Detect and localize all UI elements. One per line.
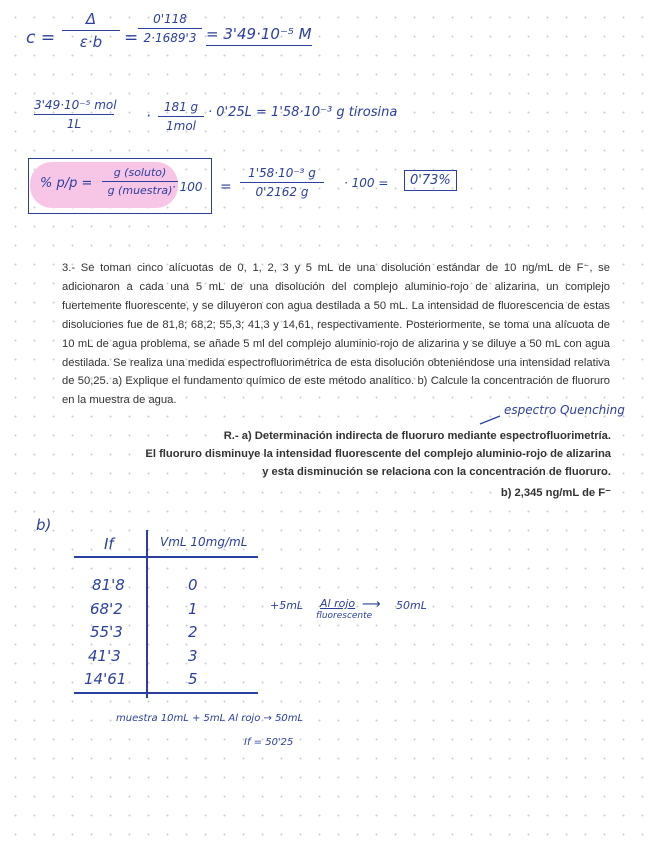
arrow-icon [478,412,504,426]
side-note-fluor: fluorescente [316,611,373,621]
quenching-note: espectro Quenching [504,403,625,417]
v-value: 0 [188,576,198,594]
fraction-bar [62,30,120,31]
eq3-fraction-2 [240,166,324,200]
eq2-frac2-den: 1mol [166,119,196,134]
if-value: 55'3 [90,623,123,641]
eq3-equals: = [220,179,232,195]
eq3-result: 0'73% [404,170,457,191]
eq3-times2: · 100 = [344,176,389,190]
eq1-frac1-den: ε·b [79,33,103,51]
answer-line-3: y esta disminución se relaciona con la concentración de fluoruro. [262,466,611,478]
eq1-lhs: c = [26,28,55,48]
eq1-frac2-num: 0'118 [153,12,187,26]
side-note-complex: Al rojo [320,597,356,610]
eq2-dot: · [146,107,151,125]
eq1-frac1-num: Δ [85,10,97,28]
side-note-final: 50mL [396,599,427,612]
eq2-fraction-1 [34,98,117,132]
eq2-rest: · 0'25L = 1'58·10⁻³ g tirosina [208,105,398,120]
eq2-frac2-num: 181 g [163,100,199,114]
table-bottom-line [74,692,258,694]
problem-statement: 3.- Se toman cinco alícuotas de 0, 1, 2, 3 y 5 mL de una disolución estándar de 10 ng/mL de F⁻, se adicionaron a cada una 5 mL de una disolución del complejo aluminio-rojo de alizarina, un complejo fuertemente fluorescente, y se diluyeron con agua destilada a 50 mL. La intensidad de fluorescencia de estas disoluciones fue de 81,8; 68,2; 55,3; 41,3 y 14,61, respectivamente. Posteriormente, se toma una alícuota de 10 mL de agua problema, se añade 5 ml del complejo aluminio-rojo de alizarina y se diluye a 50 mL con agua destilada. Se realiza una medida espectrofluorimétrica de esta disolución obteniéndose una intensidad relativa de 50,25. a) Explique el fundamento químico de este método analítico. b) Calcule la concentración de fluoruro en la muestra de agua. [62,262,610,407]
if-value: 41'3 [88,647,121,665]
answer-line-4: b) 2,345 ng/mL de F⁻ [500,487,611,499]
part-b-label: b) [36,516,52,534]
eq3-fraction-1 [102,166,178,197]
eq1-fraction-2 [138,12,202,46]
eq1-equals: = [124,28,139,48]
side-note-arrow: ⟶ [362,597,381,612]
eq1-result: = 3'49·10⁻⁵ M [206,27,312,46]
col-v-header: VmL 10mg/mL [160,535,248,549]
fraction-bar [102,181,178,182]
eq3-times: · 100 [172,180,203,194]
sample-line: muestra 10mL + 5mL Al rojo → 50mL [116,713,304,724]
eq2-fraction-2 [158,100,204,134]
if-value: 81'8 [92,576,125,594]
eq3-frac2-num: 1'58·10⁻³ g [248,166,316,180]
eq3-frac-num: g (soluto) [113,166,167,179]
fraction-bar [240,182,324,183]
fraction-bar [158,116,204,117]
col-if-header: If [104,535,114,553]
eq2-frac1-num: 3'49·10⁻⁵ mol [34,98,117,112]
eq1-frac2-den: 2·1689'3 [143,31,197,46]
if-sample-line: If = 50'25 [244,737,294,748]
v-value: 1 [188,600,198,618]
answer-line-2: El fluoruro disminuye la intensidad fluorescente del complejo aluminio-rojo de alizarina [145,448,611,460]
eq3-frac-den: g (muestra) [107,184,173,198]
fraction-bar [138,28,202,29]
eq3-label: % p/p = [40,176,93,191]
side-note-plus: +5mL [270,599,304,612]
table-header-line [74,556,258,558]
table-vertical-line [146,530,148,698]
v-value: 3 [188,647,198,665]
if-value: 14'61 [84,670,127,688]
answer-line-1: R.- a) Determinación indirecta de fluoruro mediante espectrofluorimetría. [223,430,611,442]
v-value: 5 [188,670,198,688]
v-value: 2 [188,623,198,641]
eq2-frac1-den: 1L [66,117,82,132]
fraction-bar [34,114,114,115]
if-value: 68'2 [90,600,123,618]
eq1-fraction-1 [62,10,120,51]
eq3-frac2-den: 0'2162 g [255,185,309,200]
